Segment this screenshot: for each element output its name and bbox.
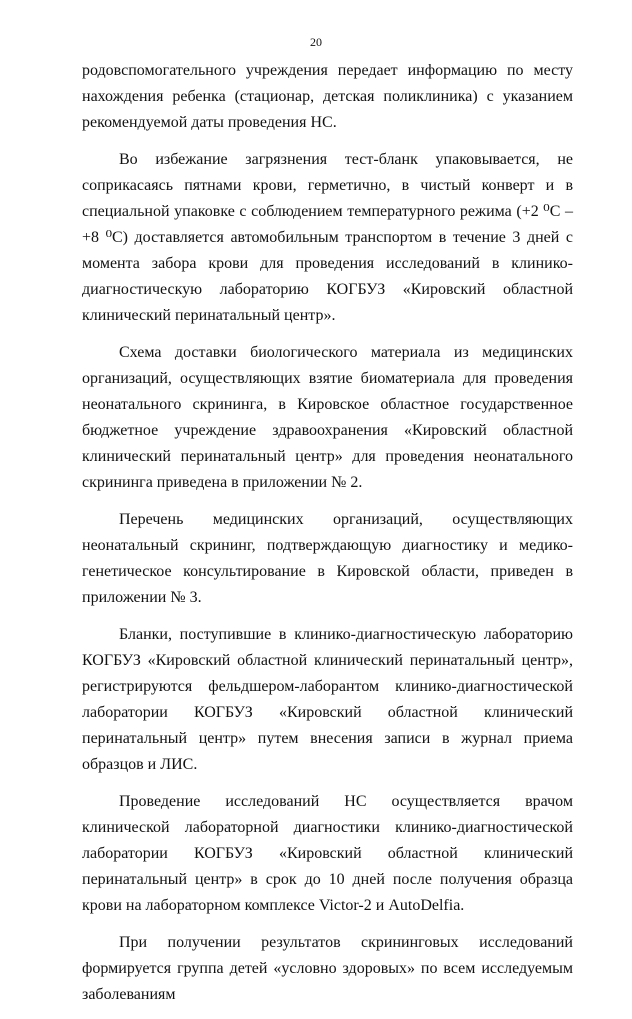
paragraph-3: Схема доставки биологического материала из медицинских организаций, осуществляющих взятие биоматериала для проведения неонатального скрининга, в Кировское областное государственное бюджетное учреждение здравоохранения «Кировский областной клинический перинатальный центр» для проведения неонатального скрининга приведена в приложении № 2.	[82, 344, 573, 491]
paragraph-4: Перечень медицинских организаций, осуществляющих неонатальный скрининг, подтверждающую диагностику и медико-генетическое консультирование в Кировской области, приведен в приложении № 3.	[82, 511, 573, 606]
page-number: 20	[310, 35, 322, 49]
paragraph-6: Проведение исследований НС осуществляется врачом клинической лабораторной диагностики клинико-диагностической лаборатории КОГБУЗ «Кировский областной клинический перинатальный центр» в срок до 10 дней после получения образца крови на лабораторном комплексе Victor-2 и AutoDelfia.	[82, 793, 573, 914]
paragraph-1: родовспомогательного учреждения передает информацию по месту нахождения ребенка (стационар, детская поликлиника) с указанием рекомендуемой даты проведения НС.	[82, 62, 573, 131]
paragraph-7: При получении результатов скрининговых исследований формируется группа детей «условно здоровых» по всем исследуемым заболеваниям	[82, 934, 573, 1003]
document-body	[82, 58, 573, 1019]
paragraph-2: Во избежание загрязнения тест-бланк упаковывается, не соприкасаясь пятнами крови, герметично, в чистый конверт и в специальной упаковке с соблюдением температурного режима (+2 ⁰С – +8 ⁰С) доставляется автомобильным транспортом в течение 3 дней с момента забора крови для проведения исследований в клинико-диагностическую лабораторию КОГБУЗ «Кировский областной клинический перинатальный центр».	[82, 151, 573, 324]
paragraph-5: Бланки, поступившие в клинико-диагностическую лабораторию КОГБУЗ «Кировский областной клинический перинатальный центр», регистрируются фельдшером-лаборантом клинико-диагностической лаборатории КОГБУЗ «Кировский областной клинический перинатальный центр» путем внесения записи в журнал приема образцов и ЛИС.	[82, 626, 573, 773]
